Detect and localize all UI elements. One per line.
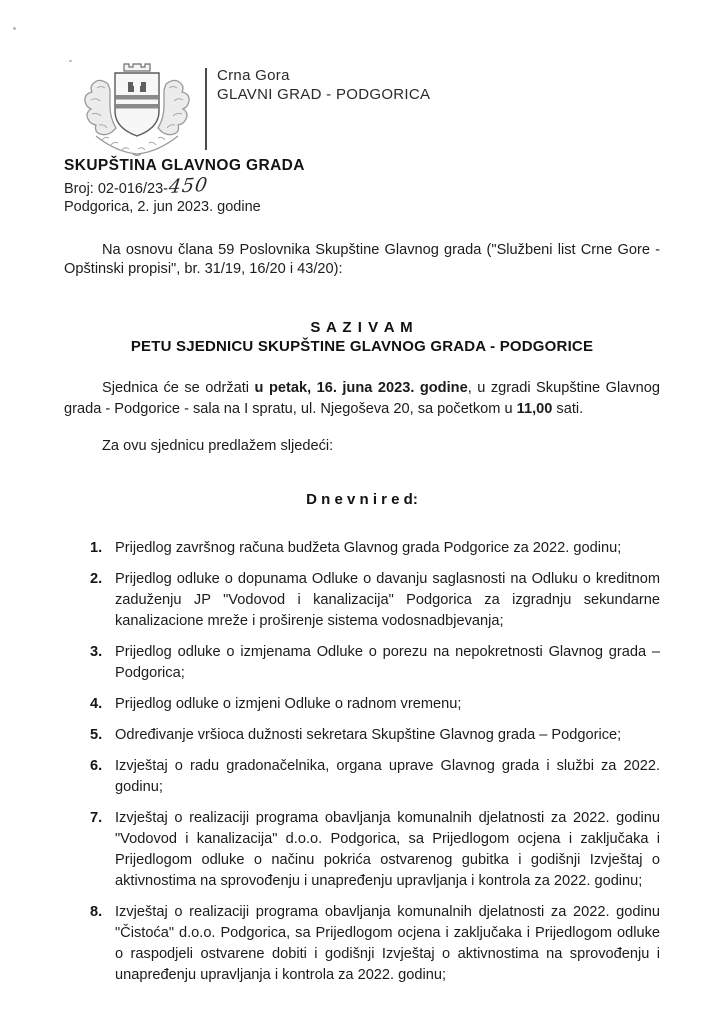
agenda-item-number: 7. xyxy=(90,810,103,826)
convene-heading: S A Z I V A M xyxy=(310,319,414,336)
agenda-item-number: 1. xyxy=(90,540,103,556)
agenda-list xyxy=(90,538,660,986)
scan-speck xyxy=(13,27,16,30)
podgorica-coat-of-arms xyxy=(78,62,196,158)
agenda-item-number: 6. xyxy=(90,758,103,774)
agenda-item-text: Izvještaj o radu gradonačelnika, organa uprave Glavnog grada i službi za 2022. godinu; xyxy=(115,758,660,795)
agenda-item xyxy=(90,756,660,798)
session-date-bold: u petak, 16. juna 2023. godine xyxy=(254,380,468,396)
header-divider xyxy=(205,68,207,150)
coat-of-arms-graphic xyxy=(78,62,196,158)
session-details-paragraph xyxy=(64,378,660,420)
org-title: SKUPŠTINA GLAVNOG GRADA xyxy=(64,157,305,174)
document-number xyxy=(64,173,210,199)
agenda-item-text: Prijedlog odluke o izmjeni Odluke o radnom vremenu; xyxy=(115,696,462,712)
agenda-item-number: 3. xyxy=(90,644,103,660)
session-text: , u zgradi Skupštine Glavnog grada - Podgorice - sala na I spratu, ul. Njegoševa 20, sa početkom u xyxy=(64,380,660,417)
agenda-item xyxy=(90,569,660,632)
agenda-item xyxy=(90,694,660,715)
agenda-item xyxy=(90,538,660,559)
document-number-handwritten: 450 xyxy=(167,173,210,199)
agenda-item-text: Prijedlog završnog računa budžeta Glavnog grada Podgorice za 2022. godinu; xyxy=(115,540,622,556)
document-number-label: Broj: 02-016/23- xyxy=(64,181,168,197)
agenda-item-number: 8. xyxy=(90,904,103,920)
session-text: Sjednica će se održati xyxy=(102,380,255,396)
country-name: Crna Gora xyxy=(217,67,290,84)
session-title: PETU SJEDNICU SKUPŠTINE GLAVNOG GRADA - PODGORICE xyxy=(130,338,594,355)
agenda-item-number: 5. xyxy=(90,727,103,743)
agenda-item-number: 2. xyxy=(90,571,103,587)
scan-speck xyxy=(69,60,72,62)
legal-basis-paragraph: Na osnovu člana 59 Poslovnika Skupštine Glavnog grada ("Službeni list Crne Gore - Opštinski propisi", br. 31/19, 16/20 i 43/20): xyxy=(64,242,660,277)
session-text: sati. xyxy=(552,401,584,417)
agenda-item-text: Prijedlog odluke o dopunama Odluke o davanju saglasnosti na Odluku o kreditnom zaduženju JP "Vodovod i kanalizacija" Podgorica za izgradnju sekundarne kanalizacione mreže i proširenje sistema vodosnadbjevanja; xyxy=(115,571,660,629)
agenda-item xyxy=(90,808,660,892)
proposal-line: Za ovu sjednicu predlažem sljedeći: xyxy=(102,438,334,454)
agenda-item-text: Izvještaj o realizaciji programa obavljanja komunalnih djelatnosti za 2022. godinu "Čistoća" d.o.o. Podgorica, sa Prijedlogom ocjena i zaključaka i Prijedlogom odluke o raspodjeli ostvarene dobiti i godišnji Izvještaj o aktivnostima na sprovođenju i unapređenju upravljanja i kontrola za 2022. godinu; xyxy=(115,904,660,983)
agenda-item-text: Prijedlog odluke o izmjenama Odluke o porezu na nepokretnosti Glavnog grada – Podgorica; xyxy=(115,644,660,681)
place-date: Podgorica, 2. jun 2023. godine xyxy=(64,199,261,215)
agenda-item xyxy=(90,642,660,684)
session-time-bold: 11,00 xyxy=(516,401,553,417)
agenda-item-text: Određivanje vršioca dužnosti sekretara Skupštine Glavnog grada – Podgorice; xyxy=(115,727,622,743)
city-name: GLAVNI GRAD - PODGORICA xyxy=(217,86,431,103)
agenda-item xyxy=(90,902,660,986)
agenda-item xyxy=(90,725,660,746)
agenda-heading: D n e v n i r e d: xyxy=(306,491,418,508)
agenda-item-number: 4. xyxy=(90,696,103,712)
agenda-item-text: Izvještaj o realizaciji programa obavljanja komunalnih djelatnosti za 2022. godinu "Vodovod i kanalizacija" d.o.o. Podgorica, sa Prijedlogom ocjena i zaključaka i Prijedlogom odluke o načinu pokrića ostvarenog gubitka i godišnji Izvještaj o aktivnostima na sprovođenju i unapređenju upravljanja i kontrola za 2022. godinu; xyxy=(115,810,660,889)
